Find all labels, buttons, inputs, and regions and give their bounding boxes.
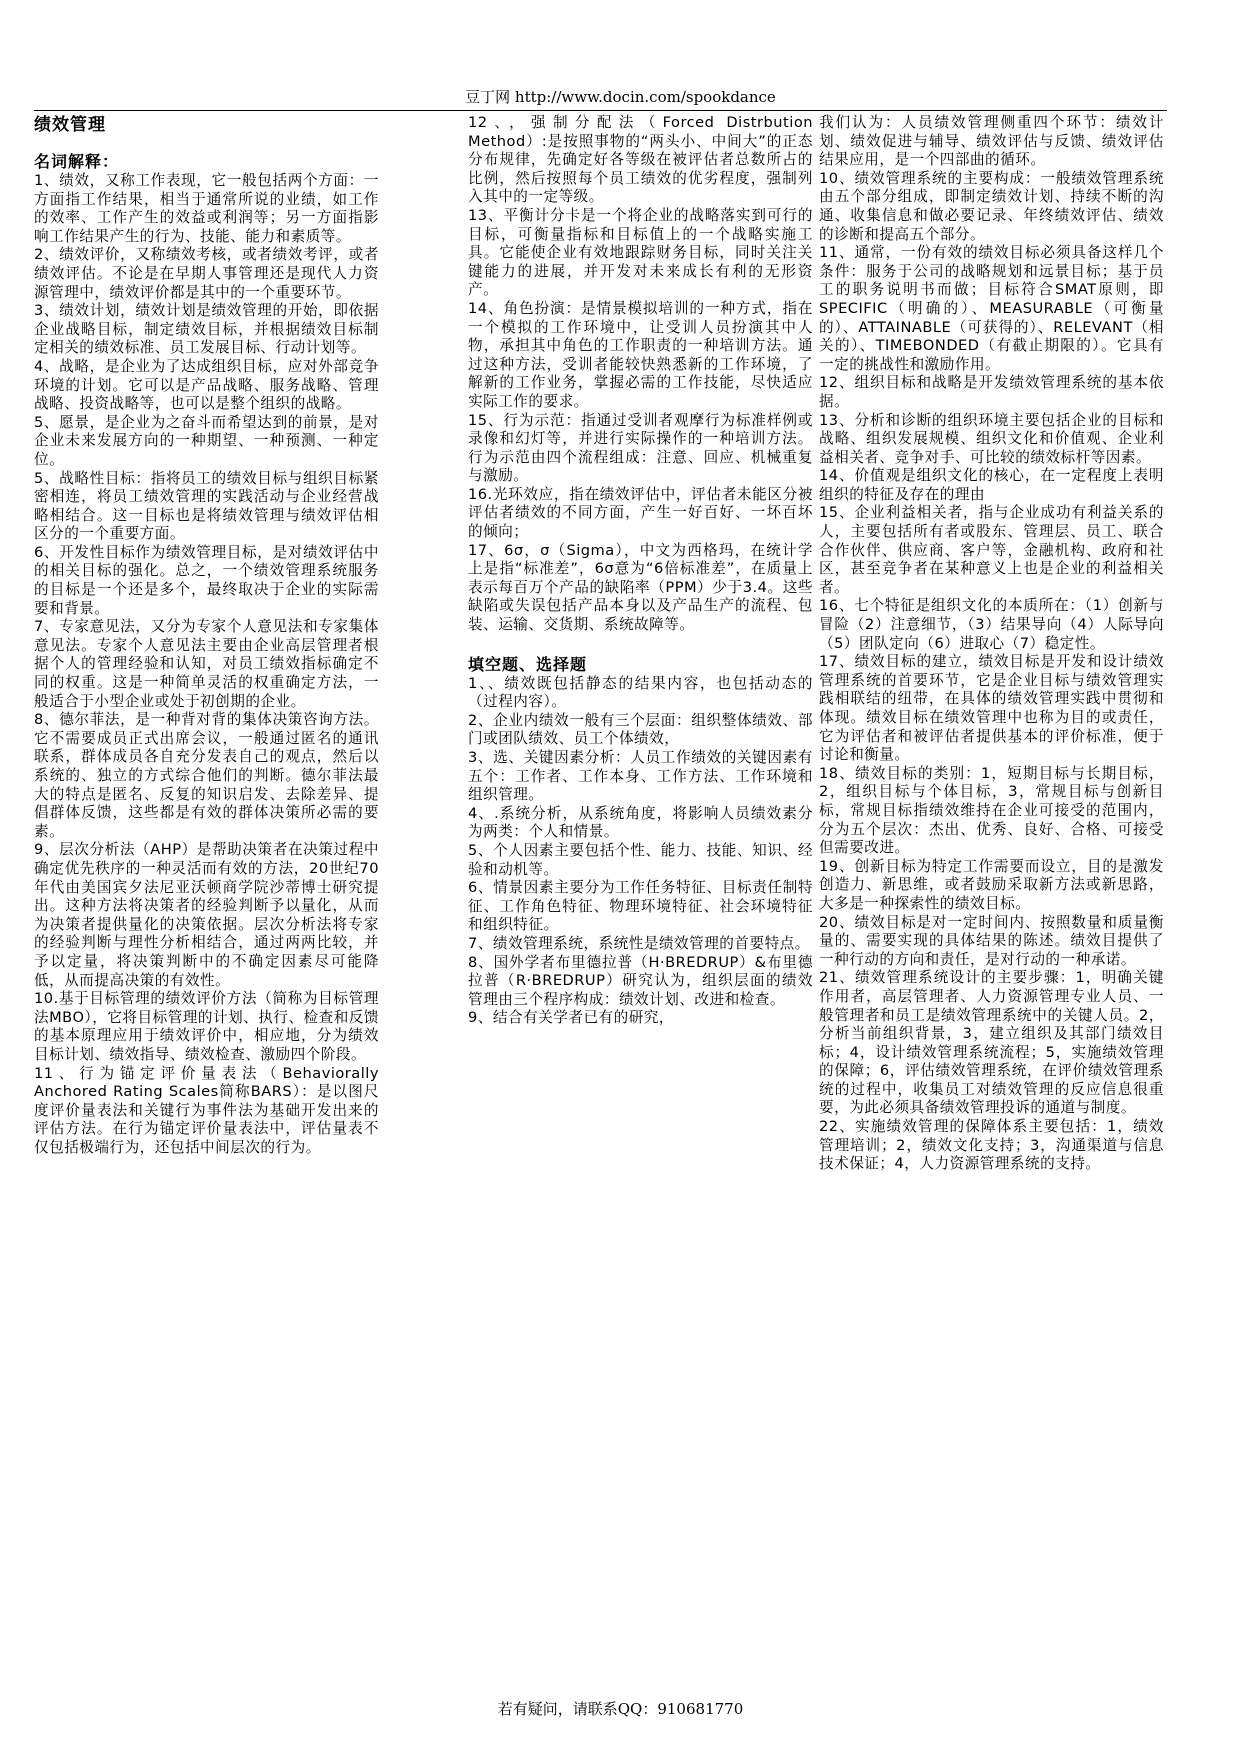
paragraph: 13、平衡计分卡是一个将企业的战略落实到可行的目标，可衡量指标和目标值上的一个战略实施工具。它能使企业有效地跟踪财务目标，同时关注关键能力的进展，并开发对未来成长有利的无形资产。 <box>468 206 813 299</box>
paragraph: 12、，强制分配法（Forced Distrbution Method）:是按照事物的“两头小、中间大”的正态分布规律，先确定好各等级在被评估者总数所占的比例，然后按照每个员工绩效的优劣程度，强制列入其中的一定等级。 <box>468 114 813 206</box>
paragraph: 11、通常，一份有效的绩效目标必须具备这样几个条件：服务于公司的战略规划和远景目标；基于员工的职务说明书而做；目标符合SMAT原则，即SPECIFIC（明确的）、MEASURABLE（可衡量的）、ATTAINABLE（可获得的）、RELEVANT（相关的）、TIMEBONDED（有截止期限的）。它具有一定的挑战性和激励作用。 <box>819 244 1164 373</box>
paragraph: 11、行为锚定评价量表法（Behaviorally Anchored Rating Scales简称BARS）：是以图尺度评价量表法和关键行为事件法为基础开发出来的评估方法。在行为锚定评价量表法中，评估量表不仅包括极端行为，还包括中间层次的行为。 <box>34 1064 379 1156</box>
column-middle <box>468 114 813 1028</box>
paragraph: 14、价值观是组织文化的核心，在一定程度上表明组织的特征及存在的理由 <box>819 467 1164 503</box>
paragraph: 6、开发性目标作为绩效管理目标，是对绩效评估中的相关目标的强化。总之，一个绩效管理系统服务的目标是一个还是多个，最终取决于企业的实际需要和背景。 <box>34 543 379 617</box>
paragraph: 17、6σ，σ（Sigma），中文为西格玛，在统计学上是指“标准差”，6σ意为“6倍标准差”，在质量上表示每百万个产品的缺陷率（PPM）少于3.4。这些缺陷或失误包括产品本身以及产品生产的流程、包装、运输、交货期、系统故障等。 <box>468 541 813 634</box>
paragraph: 22、实施绩效管理的保障体系主要包括：1，绩效管理培训；2，绩效文化支持；3，沟通渠道与信息技术保证；4，人力资源管理系统的支持。 <box>819 1118 1164 1173</box>
page-header: 豆丁网 http://www.docin.com/spookdance <box>465 88 776 106</box>
paragraph: 2、绩效评价，又称绩效考核，或者绩效考评，或者绩效评估。不论是在早期人事管理还是现代人力资源管理中，绩效评价都是其中的一个重要环节。 <box>34 246 379 301</box>
paragraph: 5、愿景，是企业为之奋斗而希望达到的前景，是对企业未来发展方向的一种期望、一种预测、一种定位。 <box>34 413 379 468</box>
paragraph: 14、角色扮演：是情景模拟培训的一种方式，指在一个模拟的工作环境中，让受训人员扮演其中人物，承担其中角色的工作职责的一种培训方法。通过这种方法，受训者能较快熟悉新的工作环境，了解新的工作业务，掌握必需的工作技能，尽快适应实际工作的要求。 <box>468 299 813 410</box>
paragraph: 19、创新目标为特定工作需要而设立，目的是激发创造力、新思维，或者鼓励采取新方法或新思路，大多是一种探索性的绩效目标。 <box>819 857 1164 912</box>
paragraph: 4、.系统分析，从系统角度，将影响人员绩效素分为两类：个人和情景。 <box>468 804 813 841</box>
paragraph: 我们认为：人员绩效管理侧重四个环节：绩效计划、绩效促进与辅导、绩效评估与反馈、绩效评估结果应用，是一个四部曲的循环。 <box>819 114 1164 169</box>
paragraph: 3、选、关键因素分析：人员工作绩效的关键因素有五个：工作者、工作本身、工作方法、工作环境和组织管理。 <box>468 749 813 804</box>
paragraph: 5、战略性目标：指将员工的绩效目标与组织目标紧密相连，将员工绩效管理的实践活动与企业经营战略相结合。这一目标也是将绩效管理与绩效评估相区分的一个重要方面。 <box>34 469 379 543</box>
paragraph: 20、绩效目标是对一定时间内、按照数量和质量衡量的、需要实现的具体结果的陈述。绩效目提供了一种行动的方向和责任，是对行动的一种承诺。 <box>819 913 1164 968</box>
paragraph: 21、绩效管理系统设计的主要步骤：1，明确关键作用者，高层管理者、人力资源管理专业人员、一般管理者和员工是绩效管理系统中的关键人员。2，分析当前组织背景，3，建立组织及其部门绩效目标；4，设计绩效管理系统流程；5，实施绩效管理的保障；6，评估绩效管理系统，在评价绩效管理系统的过程中，收集员工对绩效管理的反应信息很重要，为此必须具备绩效管理投诉的通道与制度。 <box>819 969 1164 1117</box>
paragraph: 8、国外学者布里德拉普（H·BREDRUP）&布里德拉普（R·BREDRUP）研究认为，组织层面的绩效管理由三个程序构成：绩效计划、改进和检查。 <box>468 953 813 1008</box>
column-right <box>819 114 1164 1174</box>
paragraph: 1、绩效，又称工作表现，它一般包括两个方面：一方面指工作结果，相当于通常所说的业绩，如工作的效率、工作产生的效益或利润等；另一方面指影响工作结果产生的行为、技能、能力和素质等。 <box>34 172 379 245</box>
section-heading-terms: 名词解释： <box>34 152 120 171</box>
page-footer: 若有疑问，请联系QQ：910681770 <box>497 1700 744 1718</box>
paragraph: 3、绩效计划，绩效计划是绩效管理的开始，即依据企业战略目标，制定绩效目标，并根据绩效目标制定相关的绩效标准、员工发展目标、行动计划等。 <box>34 302 379 357</box>
column-left <box>34 114 379 1157</box>
paragraph: 16、七个特征是组织文化的本质所在：（1）创新与冒险（2）注意细节，（3）结果导向（4）人际导向（5）团队定向（6）进取心（7）稳定性。 <box>819 597 1164 652</box>
paragraph: 8、德尔菲法，是一种背对背的集体决策咨询方法。它不需要成员正式出席会议，一般通过匿名的通讯联系，群体成员各自充分发表自己的观点，然后以系统的、独立的方式综合他们的判断。德尔菲法最大的特点是匿名、反复的知识启发、去除差异、提倡群体反馈，这些都是有效的群体决策所必需的要素。 <box>34 711 379 840</box>
paragraph: 2、企业内绩效一般有三个层面：组织整体绩效、部门或团队绩效、员工个体绩效， <box>468 711 813 748</box>
paragraph: 15、行为示范：指通过受训者观摩行为标准样例或录像和幻灯等，并进行实际操作的一种培训方法。行为示范由四个流程组成：注意、回应、机械重复与激励。 <box>468 411 813 485</box>
header-rule <box>34 110 1167 111</box>
paragraph: 4、战略，是企业为了达成组织目标，应对外部竞争环境的计划。它可以是产品战略、服务战略、管理战略、投资战略等，也可以是整个组织的战略。 <box>34 357 379 413</box>
paragraph: 13、分析和诊断的组织环境主要包括企业的目标和战略、组织发展规模、组织文化和价值观、企业利益相关者、竞争对手、可比较的绩效标杆等因素。 <box>819 411 1164 466</box>
paragraph: 7、专家意见法，又分为专家个人意见法和专家集体意见法。专家个人意见法主要由企业高层管理者根据个人的管理经验和认知，对员工绩效指标确定不同的权重。这是一种简单灵活的权重确定方法，一般适合于小型企业或处于初创期的企业。 <box>34 618 379 710</box>
section-heading-fill-in: 填空题、选择题 <box>468 654 588 674</box>
paragraph: 9、层次分析法（AHP）是帮助决策者在决策过程中确定优先秩序的一种灵活而有效的方法，20世纪70年代由美国宾夕法尼亚沃顿商学院沙蒂博士研究提出。这种方法将决策者的经验判断予以量化，从而为决策者提供量化的决策依据。层次分析法将专家的经验判断与理性分析相结合，通过两两比较，并予以定量，将决策判断中的不确定因素尽可能降低，从而提高决策的有效性。 <box>34 841 379 989</box>
document-title: 绩效管理 <box>34 115 106 135</box>
paragraph: 12、组织目标和战略是开发绩效管理系统的基本依据。 <box>819 374 1164 410</box>
paragraph: 17、绩效目标的建立，绩效目标是开发和设计绩效管理系统的首要环节，它是企业目标与绩效管理实践相联结的纽带，在具体的绩效管理实践中贯彻和体现。绩效目标在绩效管理中也称为目的或责任，它为评估者和被评估者提供基本的评价标准，便于讨论和衡量。 <box>819 653 1164 764</box>
paragraph: 10.基于目标管理的绩效评价方法（简称为目标管理法MBO），它将目标管理的计划、执行、检查和反馈的基本原理应用于绩效评价中，相应地，分为绩效目标计划、绩效指导、绩效检查、激励四个阶段。 <box>34 990 380 1063</box>
paragraph: 16.光环效应，指在绩效评估中，评估者未能区分被评估者绩效的不同方面，产生一好百好、一坏百坏的倾向； <box>468 485 813 541</box>
paragraph: 18、绩效目标的类别：1，短期目标与长期目标，2，组织目标与个体目标，3，常规目标与创新目标，常规目标指绩效维持在企业可接受的范围内，分为五个层次：杰出、优秀、良好、合格、可接受但需要改进。 <box>819 764 1164 857</box>
paragraph: 1、、绩效既包括静态的结果内容，也包括动态的（过程内容）。 <box>468 674 813 711</box>
paragraph: 7、绩效管理系统，系统性是绩效管理的首要特点。 <box>468 934 810 952</box>
paragraph: 5、个人因素主要包括个性、能力、技能、知识、经验和动机等。 <box>468 841 813 878</box>
paragraph: 9、结合有关学者已有的研究， <box>468 1009 675 1027</box>
paragraph: 6、情景因素主要分为工作任务特征、目标责任制特征、工作角色特征、物理环境特征、社会环境特征和组织特征。 <box>468 879 813 934</box>
paragraph: 10、绩效管理系统的主要构成：一般绩效管理系统由五个部分组成，即制定绩效计划、持续不断的沟通、收集信息和做必要记录、年终绩效评估、绩效的诊断和提高五个部分。 <box>819 169 1164 243</box>
paragraph: 15、企业利益相关者，指与企业成功有利益关系的人，主要包括所有者或股东、管理层、员工、联合合作伙伴、供应商、客户等，金融机构、政府和社区，甚至竞争者在某种意义上也是企业的利益相关者。 <box>819 504 1164 596</box>
